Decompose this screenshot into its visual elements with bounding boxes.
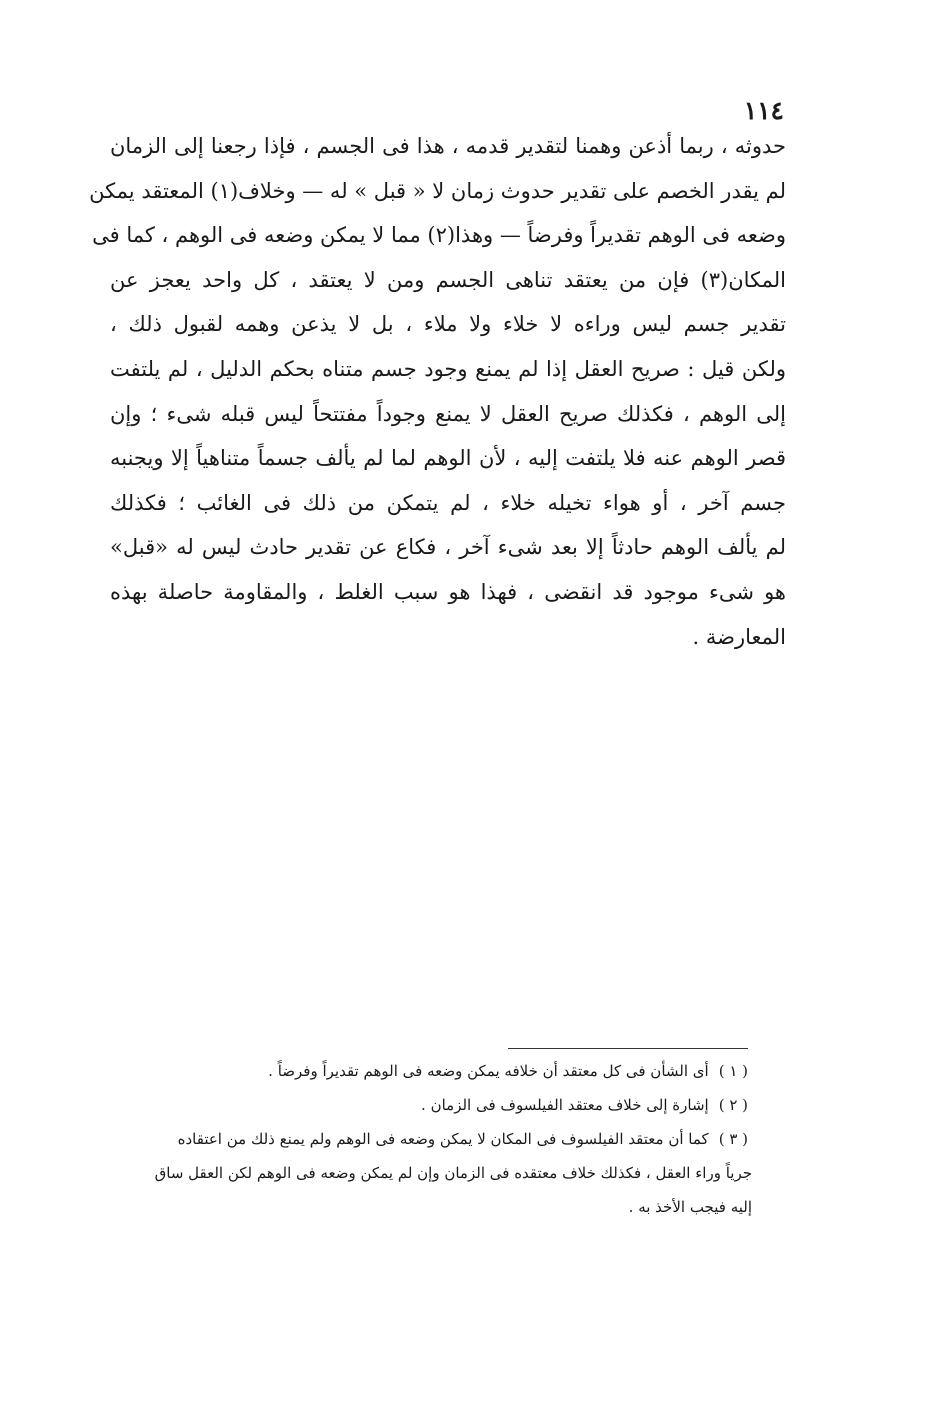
body-line: ولكن قيل : صريح العقل إذا لم يمنع وجود جسم متناه بحكم الدليل ، لم يلتفت bbox=[110, 356, 786, 381]
body-line: لم يألف الوهم حادثاً إلا بعد شىء آخر ، فكاع عن تقدير حادث ليس له «قبل» bbox=[110, 535, 786, 560]
body-line: حدوثه ، ربما أذعن وهمنا لتقدير قدمه ، هذا فى الجسم ، فإذا رجعنا إلى الزمان bbox=[110, 134, 786, 158]
body-line: لم يقدر الخصم على تقدير حدوث زمان لا « قبل » له — وخلاف(١) المعتقد يمكن bbox=[89, 178, 786, 203]
body-line: تقدير جسم ليس وراءه لا خلاء ولا ملاء ، بل لا يذعن وهمه لقبول ذلك ، bbox=[110, 312, 786, 337]
footnote-1 bbox=[80, 1054, 752, 1088]
footnote-number: ( ٢ ) bbox=[718, 1096, 748, 1114]
footnote-number: ( ٣ ) bbox=[718, 1130, 748, 1148]
footnote-text: كما أن معتقد الفيلسوف فى المكان لا يمكن وضعه فى الوهم ولم يمنع ذلك من اعتقاده bbox=[177, 1130, 709, 1148]
body-line: وضعه فى الوهم تقديراً وفرضاً — وهذا(٢) مما لا يمكن وضعه فى الوهم ، كما فى bbox=[92, 223, 786, 248]
footnote-divider bbox=[508, 1048, 748, 1049]
body-line: المعارضة . bbox=[692, 624, 786, 649]
footnote-2 bbox=[80, 1088, 752, 1122]
footnote-3 bbox=[80, 1122, 752, 1156]
body-line: قصر الوهم عنه فلا يلتفت إليه ، لأن الوهم لما لم يألف جسماً متناهياً إلا ويجنبه bbox=[110, 446, 786, 471]
footnote-number: ( ١ ) bbox=[718, 1062, 748, 1080]
body-line: هو شىء موجود قد انقضى ، فهذا هو سبب الغلط ، والمقاومة حاصلة بهذه bbox=[110, 579, 786, 604]
footnote-3-continuation: جرياً وراء العقل ، فكذلك خلاف معتقده فى الزمان وإن لم يمكن وضعه فى الوهم لكن العقل ساق bbox=[154, 1164, 752, 1182]
footnote-text: أى الشأن فى كل معتقد أن خلافه يمكن وضعه فى الوهم تقديراً وفرضاً . bbox=[268, 1062, 709, 1080]
footnote-3-continuation: إليه فيجب الأخذ به . bbox=[628, 1198, 752, 1216]
body-line: جسم آخر ، أو هواء تخيله خلاء ، لم يتمكن من ذلك فى الغائب ؛ فكذلك bbox=[110, 490, 786, 515]
footnote-text: إشارة إلى خلاف معتقد الفيلسوف فى الزمان . bbox=[421, 1096, 709, 1114]
page-number: ١١٤ bbox=[743, 96, 784, 125]
body-line: إلى الوهم ، فكذلك صريح العقل لا يمنع وجوداً مفتتحاً ليس قبله شىء ؛ وإن bbox=[110, 401, 786, 426]
body-line: المكان(٣) فإن من يعتقد تناهى الجسم ومن لا يعتقد ، كل واحد يعجز عن bbox=[110, 267, 786, 292]
footnotes bbox=[80, 1054, 752, 1224]
body-text bbox=[89, 124, 786, 659]
